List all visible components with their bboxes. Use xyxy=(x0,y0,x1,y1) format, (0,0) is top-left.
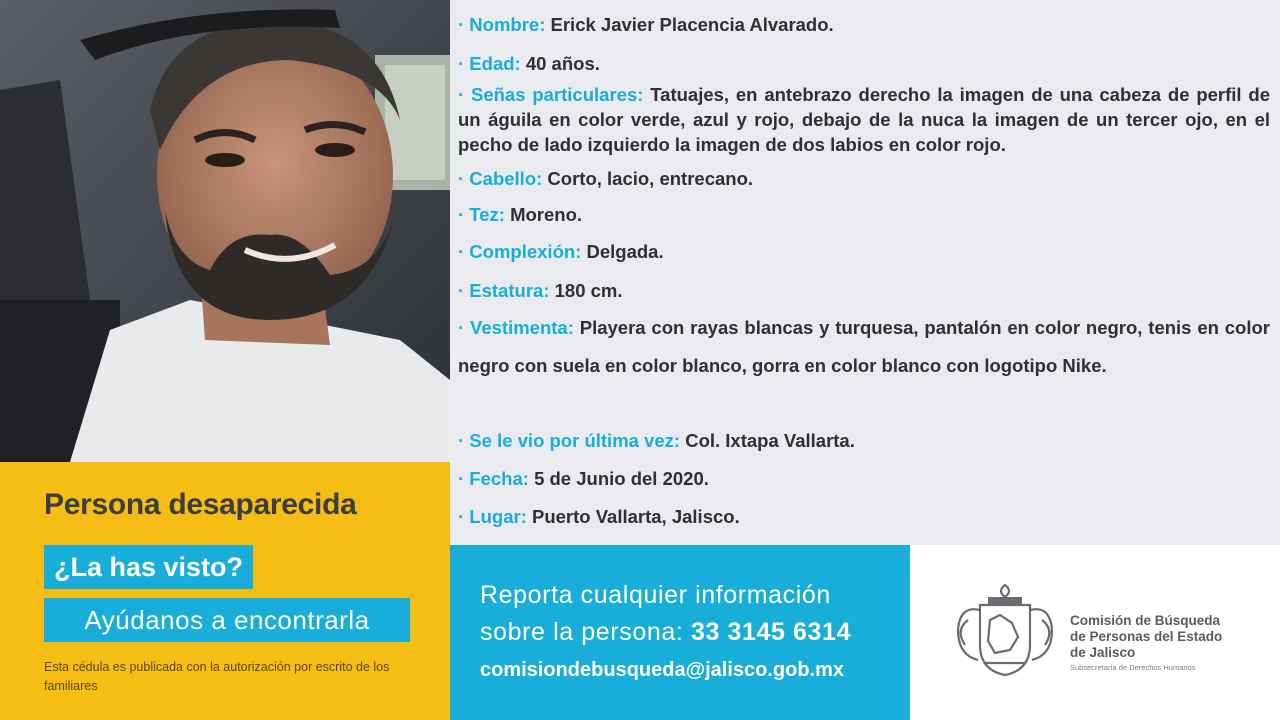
person-details xyxy=(450,0,1280,545)
detail-label: · Complexión: xyxy=(458,241,582,262)
detail-value: Moreno. xyxy=(504,204,583,225)
banner-title: Persona desaparecida xyxy=(44,488,357,521)
detail-value: Delgada. xyxy=(581,241,664,262)
detail-fecha xyxy=(458,468,1270,490)
detail-cabello xyxy=(458,168,1270,190)
report-phone-number[interactable]: 33 3145 6314 xyxy=(690,618,852,646)
detail-vestimenta xyxy=(458,309,1270,385)
detail-value: Playera con rayas blancas y turquesa, pantalón en color negro, tenis en color negro con suela en color blanco, gorra en color blanco con logotipo Nike. xyxy=(458,317,1270,376)
missing-person-photo xyxy=(0,0,450,462)
detail-value: Corto, lacio, entrecano. xyxy=(542,168,754,189)
detail-estatura xyxy=(458,280,1270,302)
detail-lugar xyxy=(458,506,1270,528)
detail-value: Tatuajes, en antebrazo derecho la imagen de una cabeza de perfil de un águila en color verde, azul y rojo, debajo de la nuca la imagen de un tercer ojo, en el pecho de lado izquierdo la imagen de dos labios en color rojo. xyxy=(458,84,1270,155)
detail-label: · Fecha: xyxy=(458,468,529,489)
detail-label: · Vestimenta: xyxy=(458,317,574,338)
detail-label: · Cabello: xyxy=(458,168,543,189)
authorization-note: Esta cédula es publicada con la autorización por escrito de los familiares xyxy=(44,660,390,693)
organization-name xyxy=(1070,613,1222,661)
detail-label: · Lugar: xyxy=(458,506,527,527)
detail-label: · Estatura: xyxy=(458,280,550,301)
detail-label: · Nombre: xyxy=(458,14,546,35)
detail-edad xyxy=(458,53,1270,75)
detail-senas xyxy=(458,82,1270,157)
banner-help-text: Ayúdanos a encontrarla xyxy=(44,598,410,642)
detail-value: Col. Ixtapa Vallarta. xyxy=(680,430,855,451)
detail-value: Erick Javier Placencia Alvarado. xyxy=(545,14,834,35)
report-contact-panel xyxy=(450,545,910,720)
jalisco-coat-of-arms-icon xyxy=(950,575,1060,685)
organization-name-line3: de Jalisco xyxy=(1070,645,1136,660)
organization-subtitle: Subsecretaría de Derechos Humanos xyxy=(1070,663,1196,672)
detail-value: 180 cm. xyxy=(549,280,623,301)
detail-nombre xyxy=(458,14,1270,36)
organization-name-line1: Comisión de Búsqueda xyxy=(1070,613,1221,628)
detail-value: Puerto Vallarta, Jalisco. xyxy=(526,506,740,527)
report-text-line2 xyxy=(480,618,851,647)
detail-label: · Tez: xyxy=(458,204,505,225)
report-text-prefix: sobre la persona: xyxy=(480,618,691,646)
missing-person-banner xyxy=(0,462,450,720)
organization-name-line2: de Personas del Estado xyxy=(1070,629,1223,644)
organization-panel xyxy=(910,545,1280,720)
detail-label: · Edad: xyxy=(458,53,521,74)
detail-label: · Se le vio por última vez: xyxy=(458,430,681,451)
detail-value: 5 de Junio del 2020. xyxy=(528,468,709,489)
detail-value: 40 años. xyxy=(520,53,600,74)
report-text-line1: Reporta cualquier información xyxy=(480,581,831,609)
person-portrait-image xyxy=(0,0,450,462)
detail-label: · Señas particulares: xyxy=(458,84,644,105)
detail-complexion xyxy=(458,241,1270,263)
banner-question: ¿La has visto? xyxy=(44,545,253,589)
detail-ultima-vez xyxy=(458,430,1270,452)
detail-tez xyxy=(458,204,1270,226)
report-email[interactable]: comisiondebusqueda@jalisco.gob.mx xyxy=(480,659,845,681)
